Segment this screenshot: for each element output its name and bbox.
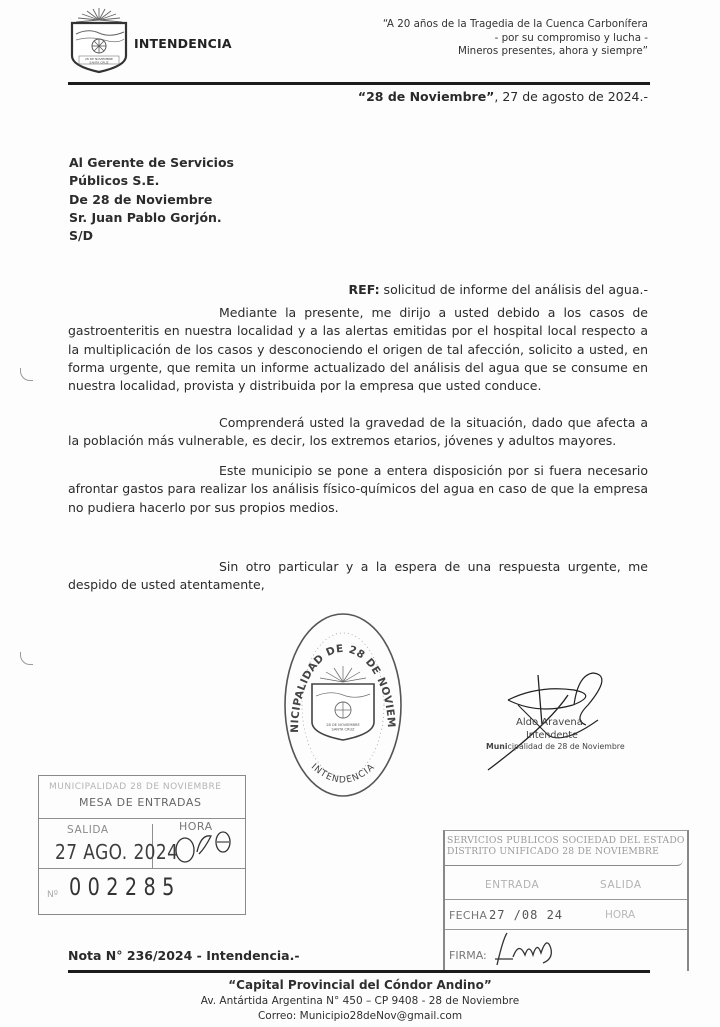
stamp-salida-label: SALIDA <box>67 824 109 836</box>
stamp-date: 27 AGO. 2024 <box>55 840 179 864</box>
stamp-title: MESA DE ENTRADAS <box>79 796 202 809</box>
svg-text:INTENDENCIA: INTENDENCIA <box>308 762 378 786</box>
stamp-entrada-label: ENTRADA <box>485 879 540 891</box>
stamp-firma-label: FIRMA: <box>449 949 487 962</box>
stamp-rule <box>39 868 245 869</box>
stamp-nro-label: Nº <box>47 890 58 900</box>
municipal-seal-stamp <box>282 610 404 800</box>
mesa-de-entradas-stamp <box>38 775 246 915</box>
punch-hole-mark <box>20 652 33 665</box>
stamp-entry-number: 002285 <box>69 873 181 901</box>
svg-text:28 DE NOVIEMBRE: 28 DE NOVIEMBRE <box>326 723 360 727</box>
signatory-name: Aldo Aravena <box>516 717 583 728</box>
recipient-line: Públicos S.E. <box>69 173 160 189</box>
svg-text:MUNICIPALIDAD DE 28 DE NOVIEMB: NICIPALIDAD DE 28 DE NOVIEM <box>288 642 398 733</box>
punch-hole-mark <box>20 368 33 381</box>
date-place: “28 de Noviembre” <box>357 89 495 104</box>
org-name: INTENDENCIA <box>134 36 232 51</box>
stamp-fecha-label: FECHA <box>449 909 488 922</box>
stamp-header-line: SERVICIOS PUBLICOS SOCIEDAD DEL ESTADO <box>447 835 685 846</box>
recipient-line: Sr. Juan Pablo Gorjón. <box>69 209 222 225</box>
footer-slogan: “Capital Provincial del Cóndor Andino” <box>228 978 492 992</box>
servicios-publicos-received-stamp <box>443 830 689 971</box>
svg-text:SANTA CRUZ: SANTA CRUZ <box>89 60 109 65</box>
signature-scribble-icon <box>491 929 571 969</box>
footer-divider <box>68 970 650 973</box>
stamp-org: MUNICIPALIDAD 28 DE NOVIEMBRE <box>49 782 222 792</box>
stamp-hora-label: HORA <box>605 909 636 921</box>
footer-address: Av. Antártida Argentina N° 450 – CP 9408 - 28 de Noviembre <box>200 995 520 1007</box>
stamp-header <box>447 835 685 857</box>
svg-text:SANTA CRUZ: SANTA CRUZ <box>331 727 355 732</box>
note-number: Nota N° 236/2024 - Intendencia.- <box>68 948 300 963</box>
stamp-fecha-value: 27 /08 24 <box>489 908 564 922</box>
reference-line <box>349 282 648 297</box>
header-motto <box>383 18 648 59</box>
stamp-header-line: DISTRITO UNIFICADO 28 DE NOVIEMBRE <box>447 846 660 857</box>
date-text: , 27 de agosto de 2024.- <box>494 89 648 104</box>
closing-paragraph: Sin otro particular y a la espera de una respuesta urgente, me despido de usted atentamente, <box>68 559 648 593</box>
recipient-line: Al Gerente de Servicios <box>69 155 234 170</box>
stamp-hora-label: HORA <box>179 820 213 833</box>
seal-icon <box>282 610 404 800</box>
reference-label: REF: <box>348 282 380 297</box>
institution-bold-prefix: Muni <box>486 742 508 751</box>
motto-line: Mineros presentes, ahora y siempre” <box>457 45 648 57</box>
body-paragraph-1: Mediante la presente, me dirijo a usted debido a los casos de gastroenteritis en nuestra localidad y a las alertas emitidas por el hospital local respecto a la multiplicación de los casos y desconociendo el origen de tal afección, solicito a usted, en forma urgente, que remita un informe actualizado del análisis del agua que se consume en nuestra localidad, provista y distribuida por la empresa que usted conduce. <box>68 305 648 394</box>
stamp-firma-signature <box>491 929 571 969</box>
recipient-block <box>69 154 234 245</box>
footer-email: Correo: Municipio28deNov@gmail.com <box>257 1010 463 1022</box>
institution-rest: cipalidad de 28 de Noviembre <box>507 742 625 751</box>
stamp-rule <box>445 899 687 900</box>
recipient-line: De 28 de Noviembre <box>69 191 213 207</box>
recipient-line: S/D <box>69 228 93 244</box>
reference-text: solicitud de informe del análisis del agua.- <box>379 282 648 297</box>
motto-line: “A 20 años de la Tragedia de la Cuenca Carbonífera <box>382 18 648 30</box>
body-paragraph-2: Comprenderá usted la gravedad de la situación, dado que afecta a la población más vulnerable, es decir, los extremos etarios, jóvenes y adultos mayores. <box>68 415 648 449</box>
municipal-coat-of-arms-logo <box>68 6 130 74</box>
svg-text:28 DE NOVIEMBRE: 28 DE NOVIEMBRE <box>85 57 113 61</box>
shield-icon <box>68 6 130 74</box>
handwritten-hora <box>171 828 241 870</box>
signatory-institution <box>486 742 625 751</box>
motto-line: - por su compromiso y lucha - <box>494 31 648 44</box>
handwritten-time-icon <box>171 828 241 870</box>
signatory-role: Intendente <box>526 730 578 741</box>
stamp-salida-label: SALIDA <box>600 879 642 891</box>
header-divider <box>68 82 650 85</box>
body-paragraph-3: Este municipio se pone a entera disposición por si fuera necesario afrontar gastos para realizar los análisis físico-químicos del agua en caso de que la empresa no pudiera hacerlo por sus propios medios. <box>68 463 648 515</box>
place-and-date <box>358 89 648 104</box>
stamp-rule <box>39 818 245 819</box>
